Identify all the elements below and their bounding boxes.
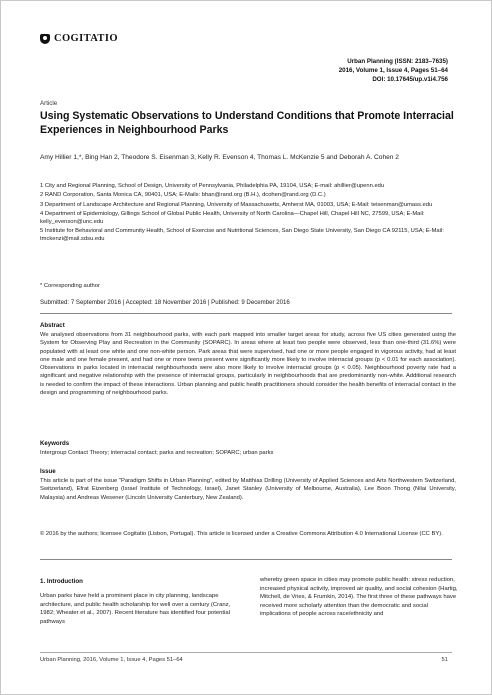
introduction-heading: 1. Introduction: [40, 578, 83, 585]
publisher-logo: [40, 33, 118, 44]
abstract-text: We analysed observations from 31 neighbourhood parks, with each park mapped into smaller target areas for study, across five US cities generated using the System for Observing Play and Recreation in the Community (SOPARC). In areas where at least two people were observed, less than one-third (31.6%) were populated with at least one white and one non-white person. Park areas that were supervised, had one or more people engaged in vigorous activity, had at least one male and one female present, and had one or more teens present were significantly more likely to involve interracial groups (p < 0.01 for each association). Observations in parks located in interracial neighbourhoods were also more likely to involve interracial groups (p < 0.05). Neighbourhood poverty rate had a significant and negative relationship with the presence of interracial groups, particularly in neighbourhoods that are predominantly non-white. Additional research is needed to confirm the impact of these interactions. Urban planning and public health practitioners should consider the health benefits of interracial contact in the design and programming of neighbourhood parks.: [40, 332, 456, 397]
license-text: © 2016 by the authors; licensee Cogitatio (Lisbon, Portugal). This article is licensed under a Creative Commons Attribution 4.0 International License (CC BY).: [40, 531, 443, 537]
journal-info: [339, 57, 448, 84]
logo-text: COGITATIO: [54, 33, 118, 44]
article-type: Article: [40, 100, 58, 107]
keywords-heading: Keywords: [40, 440, 70, 447]
introduction-left-column: Urban parks have held a prominent place in city planning, landscape architecture, and public health scholarship for well over a century (Cranz, 1982; Wheater et al., 2007). Recent literature has identified four potential pathways: [40, 593, 231, 625]
publication-dates: Submitted: 7 September 2016 | Accepted: 18 November 2016 | Published: 9 December 2016: [40, 299, 290, 306]
affiliation-4: 4 Department of Epidemiology, Gillings School of Global Public Health, University of North Carolina—Chapel Hill, Chapel Hill NC, 27599, USA; E-Mail: kelly_evenson@unc.edu: [40, 210, 425, 225]
keywords-text: Intergroup Contact Theory; interracial contact; parks and recreation; SOPARC; urban parks: [40, 450, 274, 456]
author-list: Amy Hillier 1,*, Bing Han 2, Theodore S. Eisenman 3, Kelly R. Evenson 4, Thomas L. McKenzie 5 and Deborah A. Cohen 2: [40, 154, 399, 161]
corresponding-author-note: * Corresponding author: [40, 283, 100, 289]
issue-heading: Issue: [40, 468, 56, 475]
footer-citation: Urban Planning, 2016, Volume 1, Issue 4, Pages 51–64: [40, 657, 183, 663]
affiliation-5: 5 Institute for Behavioral and Community Health, School of Exercise and Nutritional Sciences, San Diego State University, San Diego CA 92115, USA; E-Mail: tmckenzi@mail.sdsu.edu: [40, 228, 444, 243]
divider: [40, 559, 452, 560]
abstract-heading: Abstract: [40, 322, 65, 329]
footer-divider: [40, 652, 452, 653]
cogitatio-logo-icon: [40, 34, 50, 44]
affiliations: [40, 182, 460, 245]
introduction-right-column: whereby green space in cities may promote public health: stress reduction, increased physical activity, improved air quality, and social cohesion (Hartig, Mitchell, de Vries, & Frumkin, 2014). The first three of these pathways have received more scholarly attention than the democratic and social implications of people across race/ethnicity and: [260, 577, 458, 617]
affiliation-2: 2 RAND Corporation, Santa Monica CA, 90401, USA; E-Mails: bhan@rand.org (B.H.), dcohen@rand.org (D.C.): [40, 192, 326, 199]
issue-text: This article is part of the issue "Paradigm Shifts in Urban Planning", edited by Matthias Drilling (University of Applied Sciences and Arts Northwestern Switzerland, Switzerland), Efrat Eizenberg (Israel Institute of Technology, Israel), Janet Stanley (University of Melbourne, Australia), Lee Boon Thong (Nilai University, Malaysia) and Andreas Wesener (Lincoln University Canterbury, New Zealand).: [40, 478, 456, 501]
article-title: Using Systematic Observations to Understand Conditions that Promote Interracial Experiences in Neighbourhood Parks: [40, 110, 454, 136]
affiliation-3: 3 Department of Landscape Architecture and Regional Planning, University of Massachusetts, Amherst MA, 01003, USA; E-Mail: teisenman@umass.edu: [40, 201, 433, 208]
journal-volume: 2016, Volume 1, Issue 4, Pages 51–64: [338, 67, 448, 74]
affiliation-1: 1 City and Regional Planning, School of Design, University of Pennsylvania, Philadelphia PA, 19104, USA; E-mail: ahillier@upenn.edu: [40, 183, 385, 189]
journal-doi[interactable]: DOI: 10.17645/up.v1i4.756: [372, 76, 448, 83]
page-number: 51: [441, 657, 448, 663]
divider: [40, 313, 452, 314]
journal-issn: Urban Planning (ISSN: 2183–7635): [347, 58, 448, 65]
